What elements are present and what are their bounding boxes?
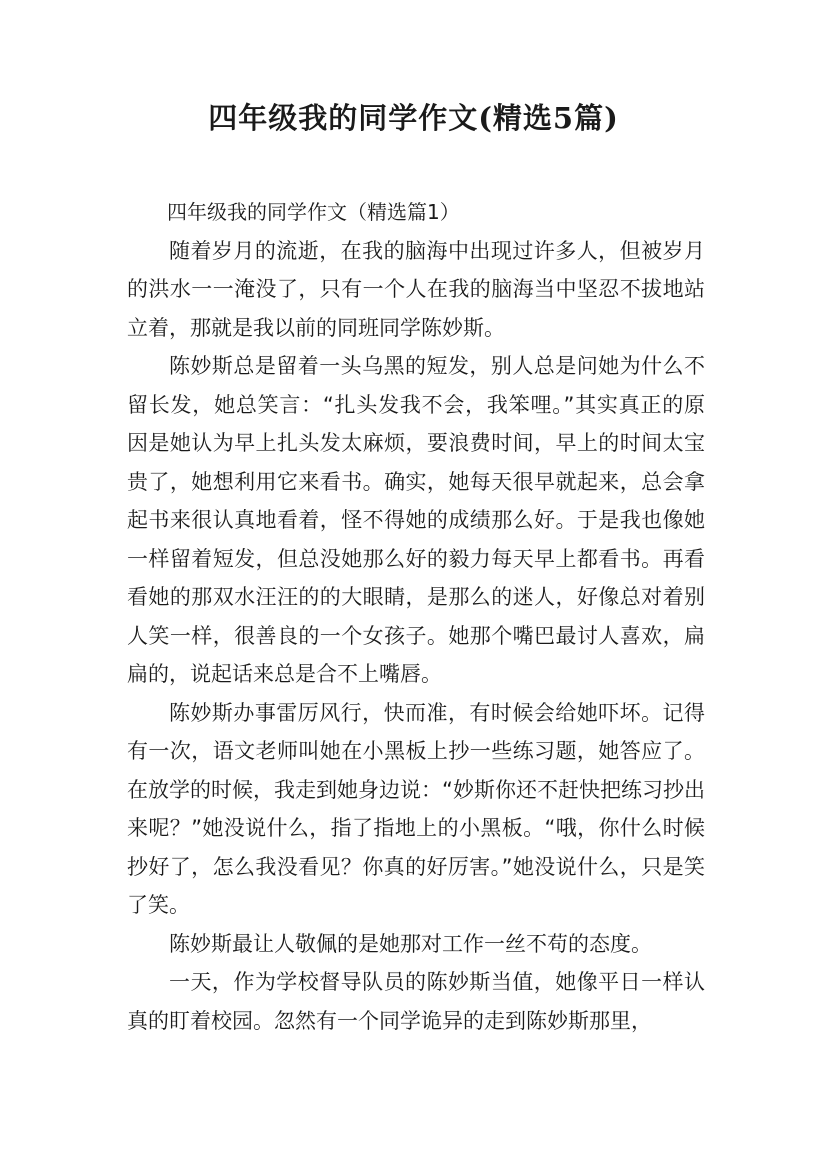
paragraph: 一天，作为学校督导队员的陈妙斯当值，她像平日一样认真的盯着校园。忽然有一个同学诡异的走到陈妙斯那里， (127, 970, 705, 1033)
paragraph: 陈妙斯办事雷厉风行，快而准，有时候会给她吓坏。记得有一次，语文老师叫她在小黑板上抄一些练习题，她答应了。在放学的时候，我走到她身边说：“妙斯你还不赶快把练习抄出来呢？”她没说什么，指了指地上的小黑板。“哦，你什么时候抄好了，怎么我没看见？你真的好厉害。”她没说什么，只是笑了笑。 (127, 700, 705, 917)
document-body (127, 193, 705, 1040)
paragraph: 随着岁月的流逝，在我的脑海中出现过许多人，但被岁月的洪水一一淹没了，只有一个人在我的脑海当中坚忍不拔地站立着，那就是我以前的同班同学陈妙斯。 (127, 238, 705, 340)
paragraph: 陈妙斯总是留着一头乌黑的短发，别人总是问她为什么不留长发，她总笑言：“扎头发我不会，我笨哩。”其实真正的原因是她认为早上扎头发太麻烦，要浪费时间，早上的时间太宝贵了，她想利用它来看书。确实，她每天很早就起来，总会拿起书来很认真地看着，怪不得她的成绩那么好。于是我也像她一样留着短发，但总没她那么好的毅力每天早上都看书。再看看她的那双水汪汪的的大眼睛，是那么的迷人，好像总对着别人笑一样，很善良的一个女孩子。她那个嘴巴最讨人喜欢，扁扁的，说起话来总是合不上嘴唇。 (127, 354, 705, 686)
document-title: 四年级我的同学作文(精选5篇) (208, 101, 619, 135)
section-heading: 四年级我的同学作文（精选篇1） (167, 200, 460, 224)
paragraph: 陈妙斯最让人敬佩的是她那对工作一丝不苟的态度。 (169, 931, 652, 956)
